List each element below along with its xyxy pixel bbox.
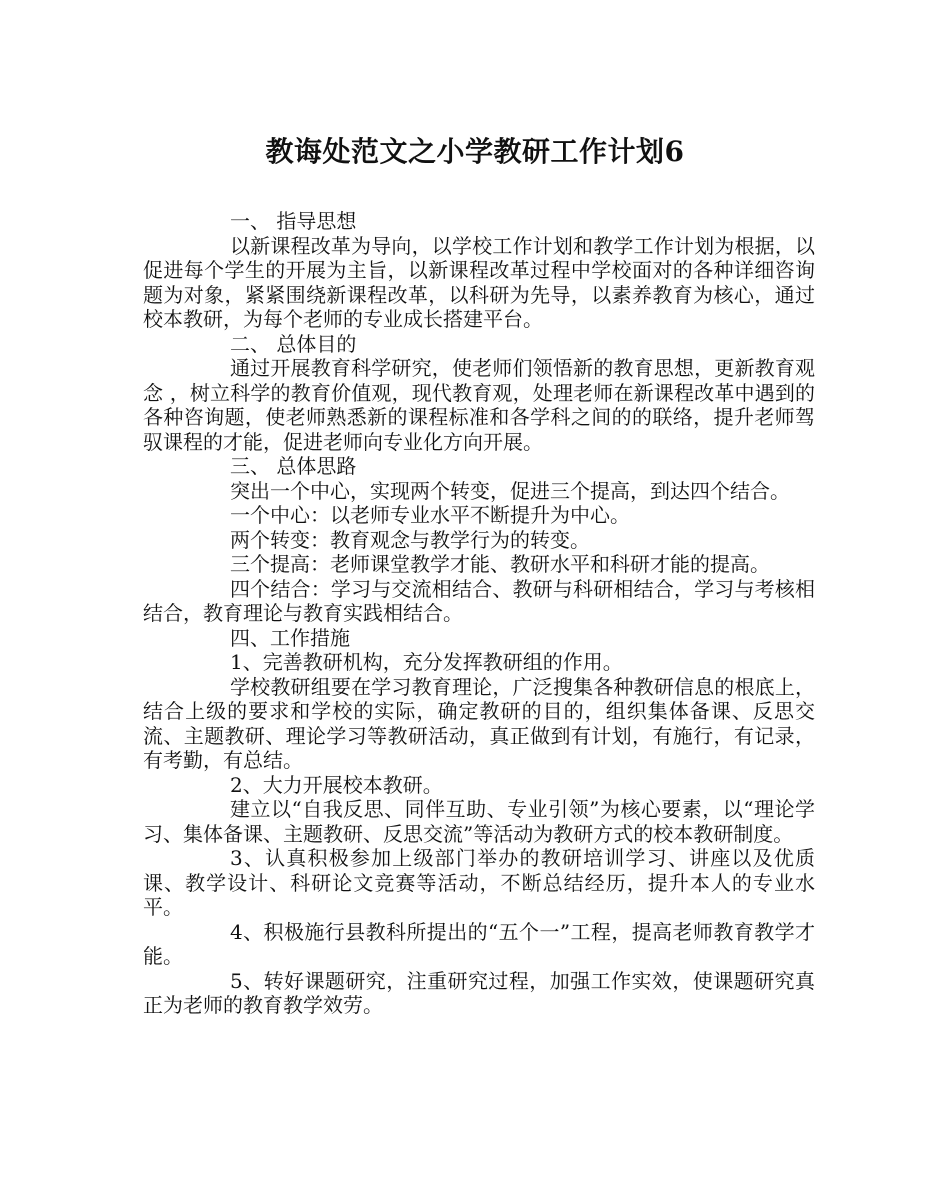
measure-5: 5、转好课题研究，注重研究过程，加强工作实效，使课题研究真正为老师的教育教学效劳。: [143, 968, 815, 1017]
section-heading-guiding-ideology: 一、 指导思想: [230, 209, 357, 233]
measure-2-body: 建立以“自我反思、同伴互助、专业引领”为核心要素，以“理论学习、集体备课、主题教研、反思交流”等活动为教研方式的校本教研制度。: [143, 797, 815, 846]
measure-2-title: 2、大力开展校本教研。: [230, 772, 443, 797]
document-body: [143, 209, 815, 1018]
section-heading-overall-goal: 二、 总体目的: [230, 331, 357, 356]
paragraph-two-changes: 两个转变：教育观念与教学行为的转变。: [230, 527, 590, 552]
section-heading-overall-approach: 三、 总体思路: [230, 454, 357, 478]
measure-1-body: 学校教研组要在学习教育理论，广泛搜集各种教研信息的根底上，结合上级的要求和学校的实际，确定教研的目的，组织集体备课、反思交流、主题教研、理论学习等教研活动，真正做到有计划，有施行，有记录，有考勤，有总结。: [143, 674, 815, 772]
paragraph-one-center: 一个中心：以老师专业水平不断提升为中心。: [230, 503, 630, 527]
paragraph-guiding-ideology: 以新课程改革为导向，以学校工作计划和教学工作计划为根据，以促进每个学生的开展为主旨，以新课程改革过程中学校面对的各种详细咨询题为对象，紧紧围绕新课程改革，以科研为先导，以素养教育为核心，通过校本教研，为每个老师的专业成长搭建平台。: [143, 233, 815, 331]
paragraph-overall-approach: 突出一个中心，实现两个转变，促进三个提高，到达四个结合。: [230, 478, 790, 503]
paragraph-overall-goal: 通过开展教育科学研究，使老师们领悟新的教育思想，更新教育观念 ，树立科学的教育价值观，现代教育观，处理老师在新课程改革中遇到的各种咨询题，使老师熟悉新的课程标准和各学科之间的的联络，提升老师驾驭课程的才能，促进老师向专业化方向开展。: [143, 356, 815, 454]
document-title: 教诲处范文之小学教研工作计划6: [265, 135, 685, 168]
measure-4: 4、积极施行县教科所提出的“五个一”工程，提高老师教育教学才能。: [143, 919, 815, 968]
paragraph-three-improvements: 三个提高：老师课堂教学才能、教研水平和科研才能的提高。: [230, 552, 770, 576]
measure-3: 3、认真积极参加上级部门举办的教研培训学习、讲座以及优质课、教学设计、科研论文竞赛等活动，不断总结经历，提升本人的专业水平。: [143, 846, 815, 919]
measure-1-title: 1、完善教研机构，充分发挥教研组的作用。: [230, 650, 623, 674]
paragraph-four-combinations: 四个结合：学习与交流相结合、教研与科研相结合，学习与考核相结合，教育理论与教育实践相结合。: [143, 576, 815, 625]
section-heading-work-measures: 四、工作措施: [230, 625, 350, 650]
